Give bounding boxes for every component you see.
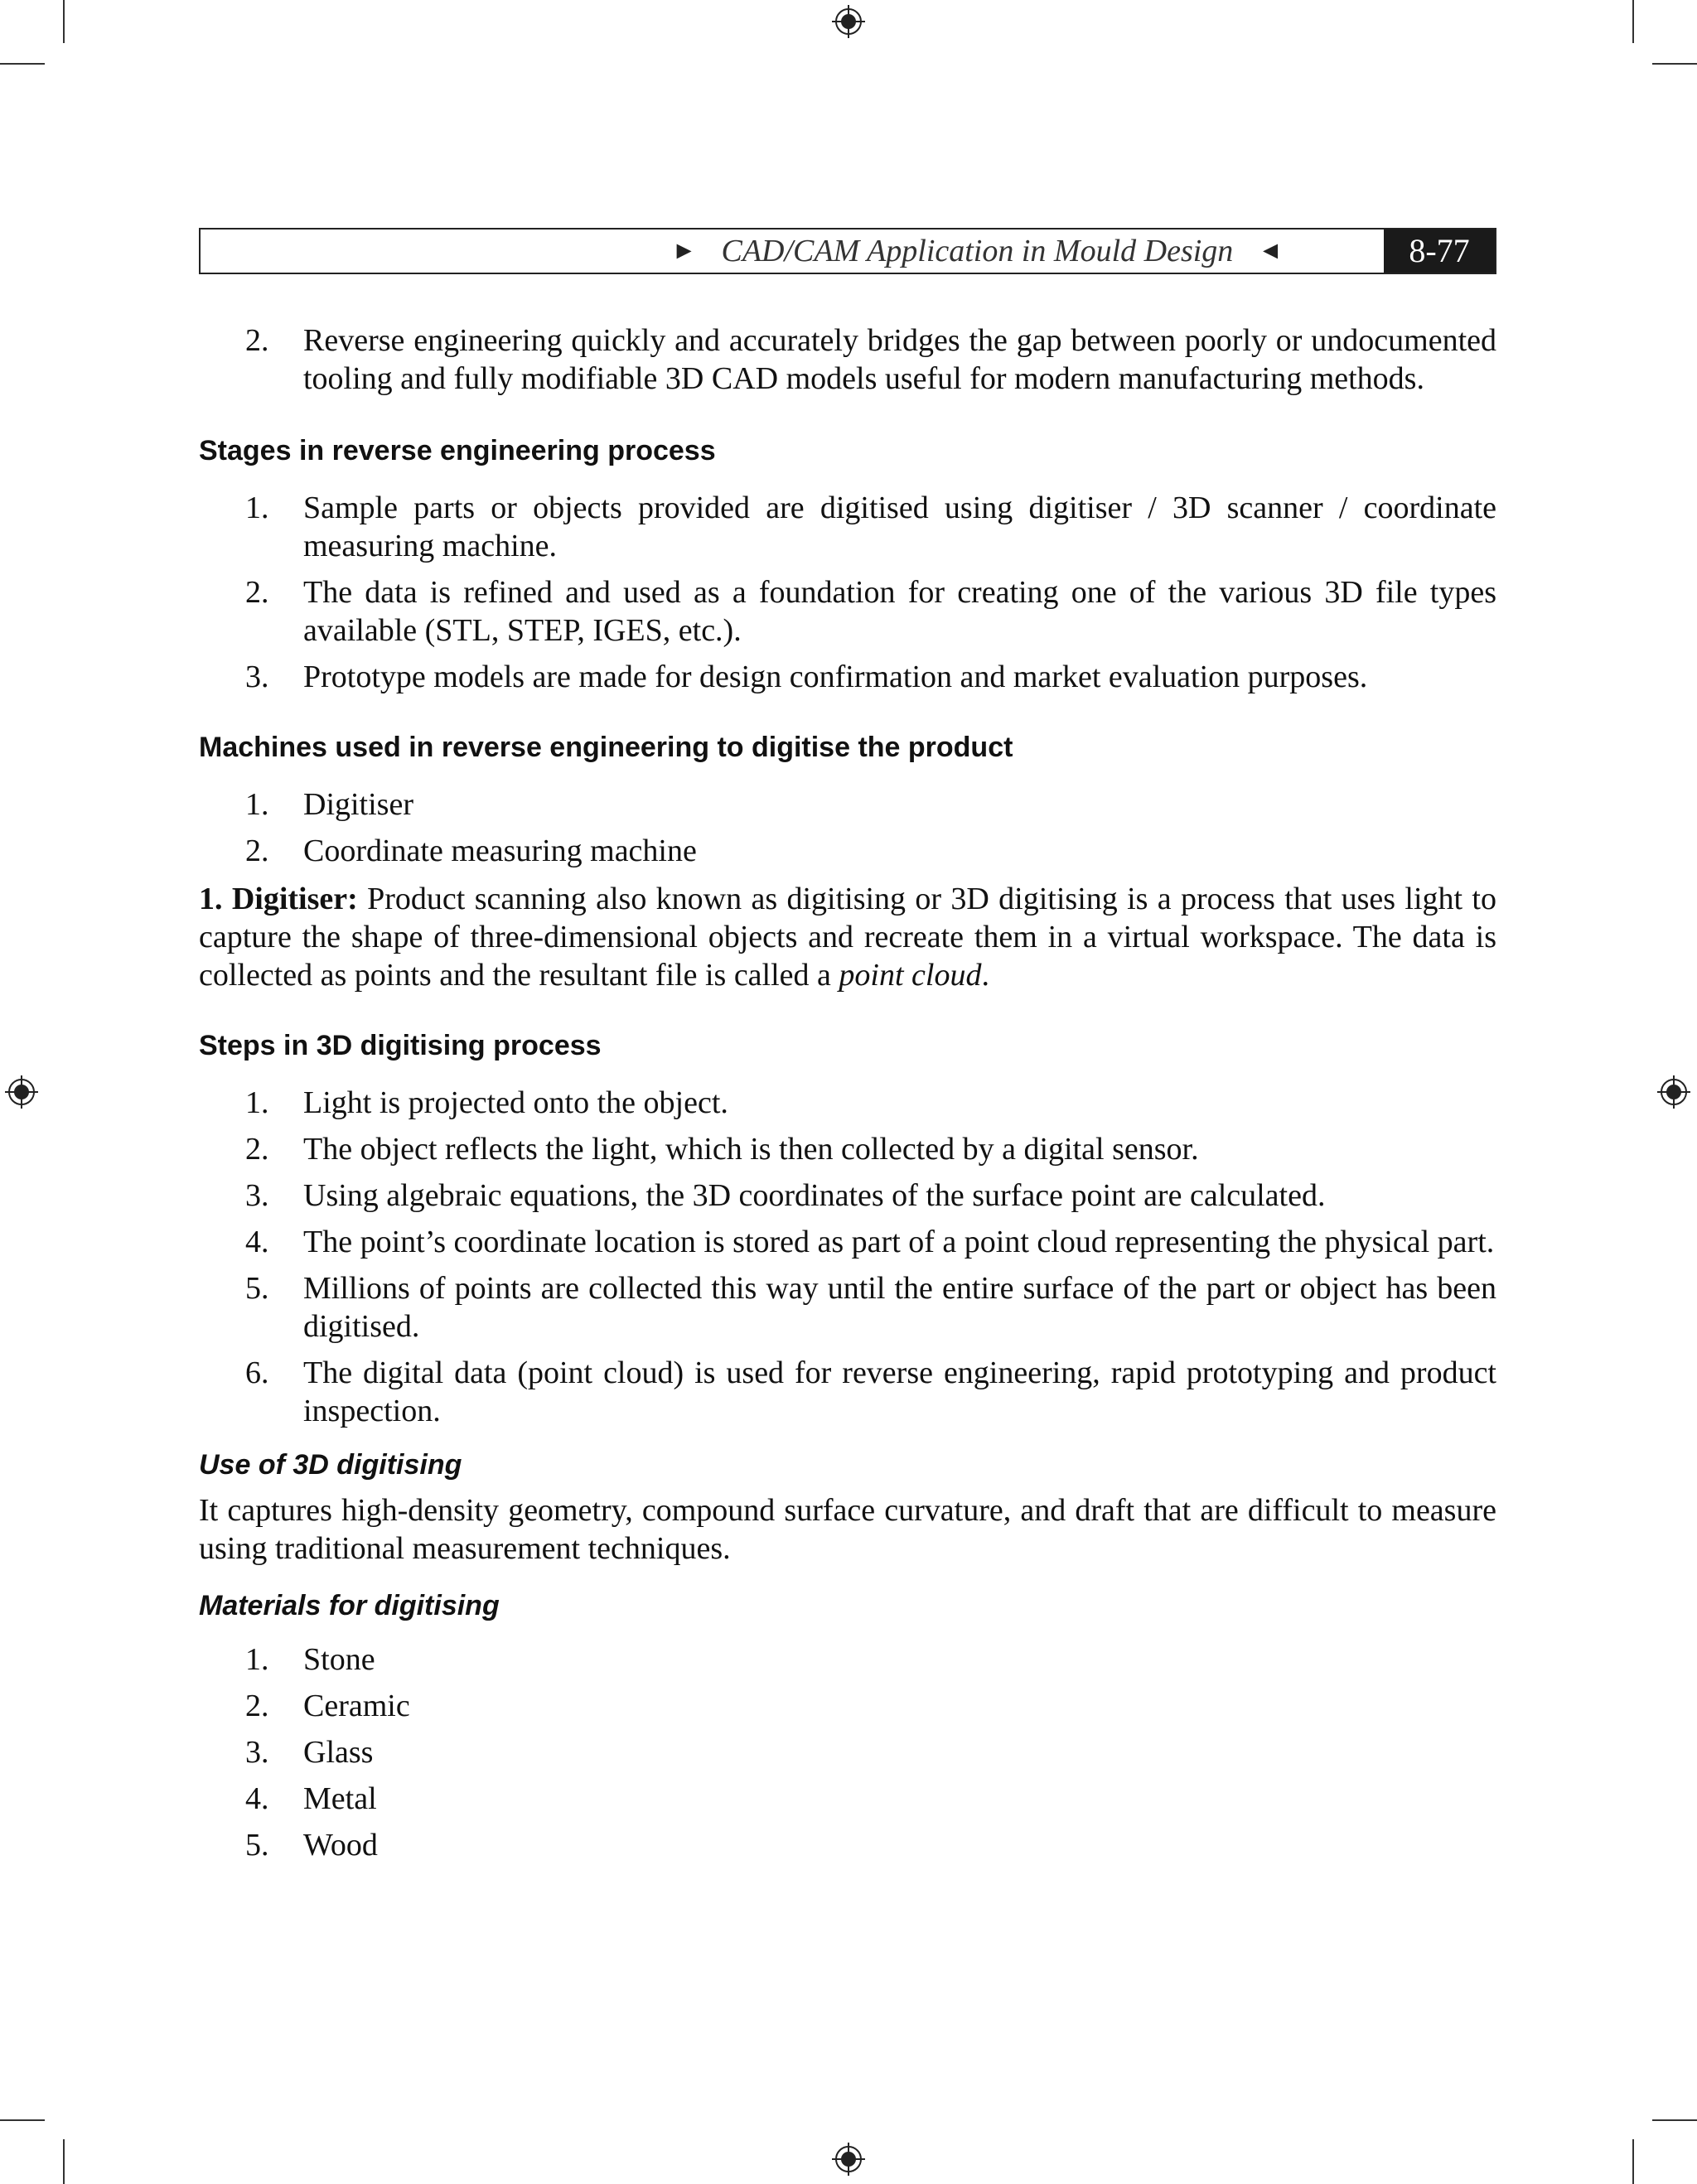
list-item-text: The data is refined and used as a foundation for creating one of the various 3D file types available (STL, STEP, IGES, etc.). bbox=[303, 575, 1496, 648]
list-item bbox=[199, 489, 1496, 565]
digitiser-text: Product scanning also known as digitising or 3D digitising is a process that uses light to capture the shape of three-dimensional objects and recreate them in a virtual workspace. The data is collected as points and the resultant file is called a bbox=[199, 882, 1496, 993]
arrow-left-icon: ◄ bbox=[1258, 237, 1283, 264]
list-item bbox=[199, 1269, 1496, 1346]
list-item-text: Digitiser bbox=[303, 787, 413, 822]
list-item-number: 5. bbox=[245, 1271, 269, 1306]
crop-mark bbox=[63, 0, 65, 43]
materials-list bbox=[199, 1640, 1496, 1864]
list-item-text: Prototype models are made for design confirmation and market evaluation purposes. bbox=[303, 660, 1368, 694]
list-item bbox=[199, 1640, 1496, 1679]
section-heading-machines: Machines used in reverse engineering to digitise the product bbox=[199, 732, 1013, 763]
list-item bbox=[199, 832, 1496, 870]
list-item bbox=[199, 658, 1496, 696]
digitiser-paragraph bbox=[199, 880, 1496, 994]
list-item bbox=[199, 1177, 1496, 1215]
list-item bbox=[199, 321, 1496, 398]
section-heading-materials: Materials for digitising bbox=[199, 1590, 500, 1621]
chapter-title: CAD/CAM Application in Mould Design bbox=[721, 234, 1234, 268]
list-item-number: 2. bbox=[245, 1132, 269, 1167]
section-heading-stages: Stages in reverse engineering process bbox=[199, 435, 716, 466]
crop-mark bbox=[0, 2119, 45, 2121]
list-item-number: 3. bbox=[245, 660, 269, 694]
list-item-number: 6. bbox=[245, 1355, 269, 1390]
crop-mark bbox=[1652, 2119, 1697, 2121]
list-item-text: The digital data (point cloud) is used for reverse engineering, rapid prototyping and product inspection. bbox=[303, 1355, 1496, 1428]
list-item bbox=[199, 1826, 1496, 1864]
list-item bbox=[199, 1733, 1496, 1771]
list-item-text: Millions of points are collected this way until the entire surface of the part or object has been digitised. bbox=[303, 1271, 1496, 1344]
page-body bbox=[199, 321, 1496, 1864]
list-item-text: Coordinate measuring machine bbox=[303, 833, 697, 868]
arrow-right-icon: ► bbox=[671, 237, 697, 264]
list-item-number: 2. bbox=[245, 323, 269, 358]
list-item-text: The object reflects the light, which is then collected by a digital sensor. bbox=[303, 1132, 1199, 1167]
list-item bbox=[199, 1084, 1496, 1122]
registration-mark-icon bbox=[5, 1075, 38, 1109]
list-item-number: 2. bbox=[245, 575, 269, 610]
list-item-text: Sample parts or objects provided are digitised using digitiser / 3D scanner / coordinate measuring machine. bbox=[303, 490, 1496, 563]
list-item-text: Ceramic bbox=[303, 1689, 410, 1723]
list-item-number: 1. bbox=[245, 1642, 269, 1677]
section-heading-steps: Steps in 3D digitising process bbox=[199, 1030, 602, 1061]
list-item bbox=[199, 1223, 1496, 1261]
digitiser-text-end: . bbox=[981, 958, 989, 993]
list-item-text: Metal bbox=[303, 1781, 377, 1816]
list-item bbox=[199, 1780, 1496, 1818]
crop-mark bbox=[1652, 63, 1697, 65]
steps-list bbox=[199, 1084, 1496, 1430]
crop-mark bbox=[1632, 2139, 1634, 2184]
list-item bbox=[199, 573, 1496, 650]
list-item-number: 3. bbox=[245, 1735, 269, 1770]
list-item-text: Stone bbox=[303, 1642, 375, 1677]
use-paragraph: It captures high-density geometry, compound surface curvature, and draft that are difficult to measure using traditional measurement techniques. bbox=[199, 1493, 1496, 1566]
digitiser-emphasis: point cloud bbox=[839, 958, 982, 993]
crop-mark bbox=[1632, 0, 1634, 43]
list-item bbox=[199, 1687, 1496, 1725]
machines-list bbox=[199, 785, 1496, 870]
list-item-text: Reverse engineering quickly and accurately bridges the gap between poorly or undocumented tooling and fully modifiable 3D CAD models useful for modern manufacturing methods. bbox=[303, 323, 1496, 396]
list-item-text: Wood bbox=[303, 1828, 378, 1863]
crop-mark bbox=[63, 2139, 65, 2184]
list-item-number: 2. bbox=[245, 1689, 269, 1723]
list-item-number: 1. bbox=[245, 1085, 269, 1120]
intro-list bbox=[199, 321, 1496, 398]
list-item-number: 4. bbox=[245, 1225, 269, 1259]
list-item bbox=[199, 1354, 1496, 1430]
list-item-number: 3. bbox=[245, 1178, 269, 1213]
list-item-text: The point’s coordinate location is stored as part of a point cloud representing the physical part. bbox=[303, 1225, 1495, 1259]
registration-mark-icon bbox=[832, 2143, 865, 2176]
crop-mark bbox=[0, 63, 45, 65]
list-item bbox=[199, 1130, 1496, 1168]
chapter-title-bar bbox=[672, 230, 1283, 273]
running-header bbox=[199, 228, 1496, 274]
registration-mark-icon bbox=[1657, 1075, 1690, 1109]
list-item-number: 1. bbox=[245, 787, 269, 822]
stages-list bbox=[199, 489, 1496, 696]
list-item-text: Light is projected onto the object. bbox=[303, 1085, 728, 1120]
page-number: 8-77 bbox=[1384, 230, 1495, 273]
list-item-text: Using algebraic equations, the 3D coordinates of the surface point are calculated. bbox=[303, 1178, 1326, 1213]
section-heading-use: Use of 3D digitising bbox=[199, 1449, 462, 1481]
digitiser-lead: 1. Digitiser: bbox=[199, 882, 358, 916]
list-item-number: 5. bbox=[245, 1828, 269, 1863]
list-item-number: 2. bbox=[245, 833, 269, 868]
list-item-number: 4. bbox=[245, 1781, 269, 1816]
list-item-text: Glass bbox=[303, 1735, 374, 1770]
list-item bbox=[199, 785, 1496, 824]
list-item-number: 1. bbox=[245, 490, 269, 525]
registration-mark-icon bbox=[832, 5, 865, 38]
